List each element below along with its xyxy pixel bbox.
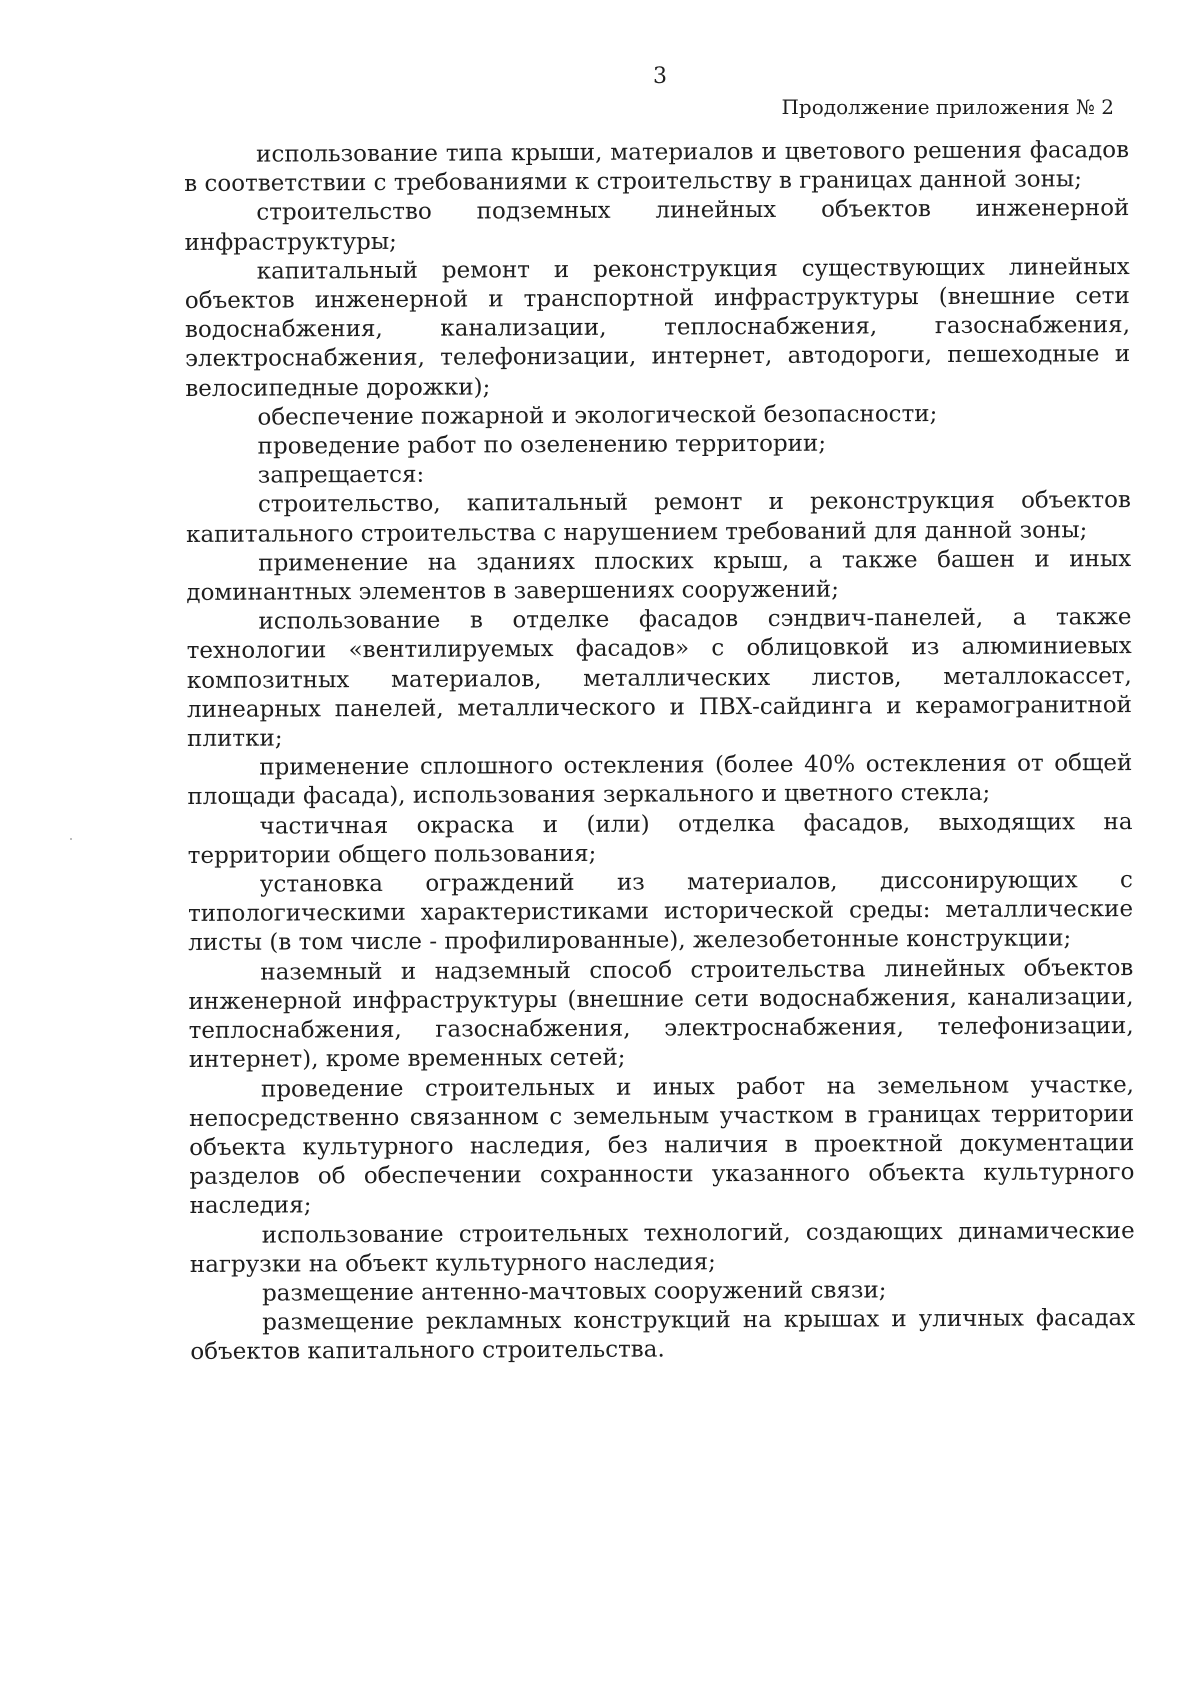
page-number: 3 [653, 64, 667, 89]
paragraph: капитальный ремонт и реконструкция существующих линейных объектов инженерной и транспортной инфраструктуры (внешние сети водоснабжения, канализации, теплоснабжения, газоснабжения, электроснабжения, телефонизации, интернет, автодороги, пешеходные и велосипедные дорожки); [184, 253, 1131, 402]
scan-speck [70, 838, 72, 840]
paragraph: строительство, капитальный ремонт и реконструкция объектов капитального строительства с нарушением требований для данной зоны; [185, 487, 1131, 548]
paragraph: применение сплошного остекления (более 40% остекления от общей площади фасада), использования зеркального и цветного стекла; [187, 750, 1133, 811]
paragraph: обеспечение пожарной и экологической безопасности; [257, 400, 938, 431]
paragraph: использование типа крыши, материалов и цветового решения фасадов в соответствии с требованиями к строительству в границах данной зоны; [184, 137, 1130, 198]
paragraph: размещение рекламных конструкций на крышах и уличных фасадах объектов капитального строительства. [190, 1305, 1136, 1366]
paragraph: проведение строительных и иных работ на земельном участке, непосредственно связанном с земельным участком в границах территории объекта культурного наследия, без наличия в проектной документации разделов об обеспечении сохранности указанного объекта культурного наследия; [189, 1071, 1135, 1220]
paragraph-prohibited-heading: запрещается: [257, 461, 425, 489]
paragraph: наземный и надземный способ строительства линейных объектов инженерной инфраструктуры (внешние сети водоснабжения, канализации, теплоснабжения, газоснабжения, электроснабжения, телефонизации, интернет), кроме временных сетей; [188, 954, 1134, 1074]
document-body [184, 136, 1135, 1367]
paragraph: размещение антенно-мачтовых сооружений связи; [261, 1277, 887, 1307]
appendix-continuation-label: Продолжение приложения № 2 [781, 95, 1114, 119]
paragraph: установка ограждений из материалов, диссонирующих с типологическими характеристиками исторической среды: металлические листы (в том числе - профилированные), железобетонные конструкции; [187, 867, 1134, 957]
paragraph: использование строительных технологий, создающих динамические нагрузки на объект культурного наследия; [189, 1217, 1135, 1278]
paragraph: частичная окраска и (или) отделка фасадов, выходящих на территории общего пользования; [187, 808, 1133, 869]
paragraph: проведение работ по озеленению территории; [257, 430, 827, 460]
paragraph: применение на зданиях плоских крыш, а также башен и иных доминантных элементов в завершениях сооружений; [186, 545, 1132, 607]
paragraph: использование в отделке фасадов сэндвич-панелей, а также технологии «вентилируемых фасадов» с облицовкой из алюминиевых композитных материалов, металлических листов, металлокассет, линеарных панелей, металлического и ПВХ-сайдинга и керамогранитной плитки; [186, 604, 1133, 753]
paragraph: строительство подземных линейных объектов инженерной инфраструктуры; [184, 195, 1130, 256]
